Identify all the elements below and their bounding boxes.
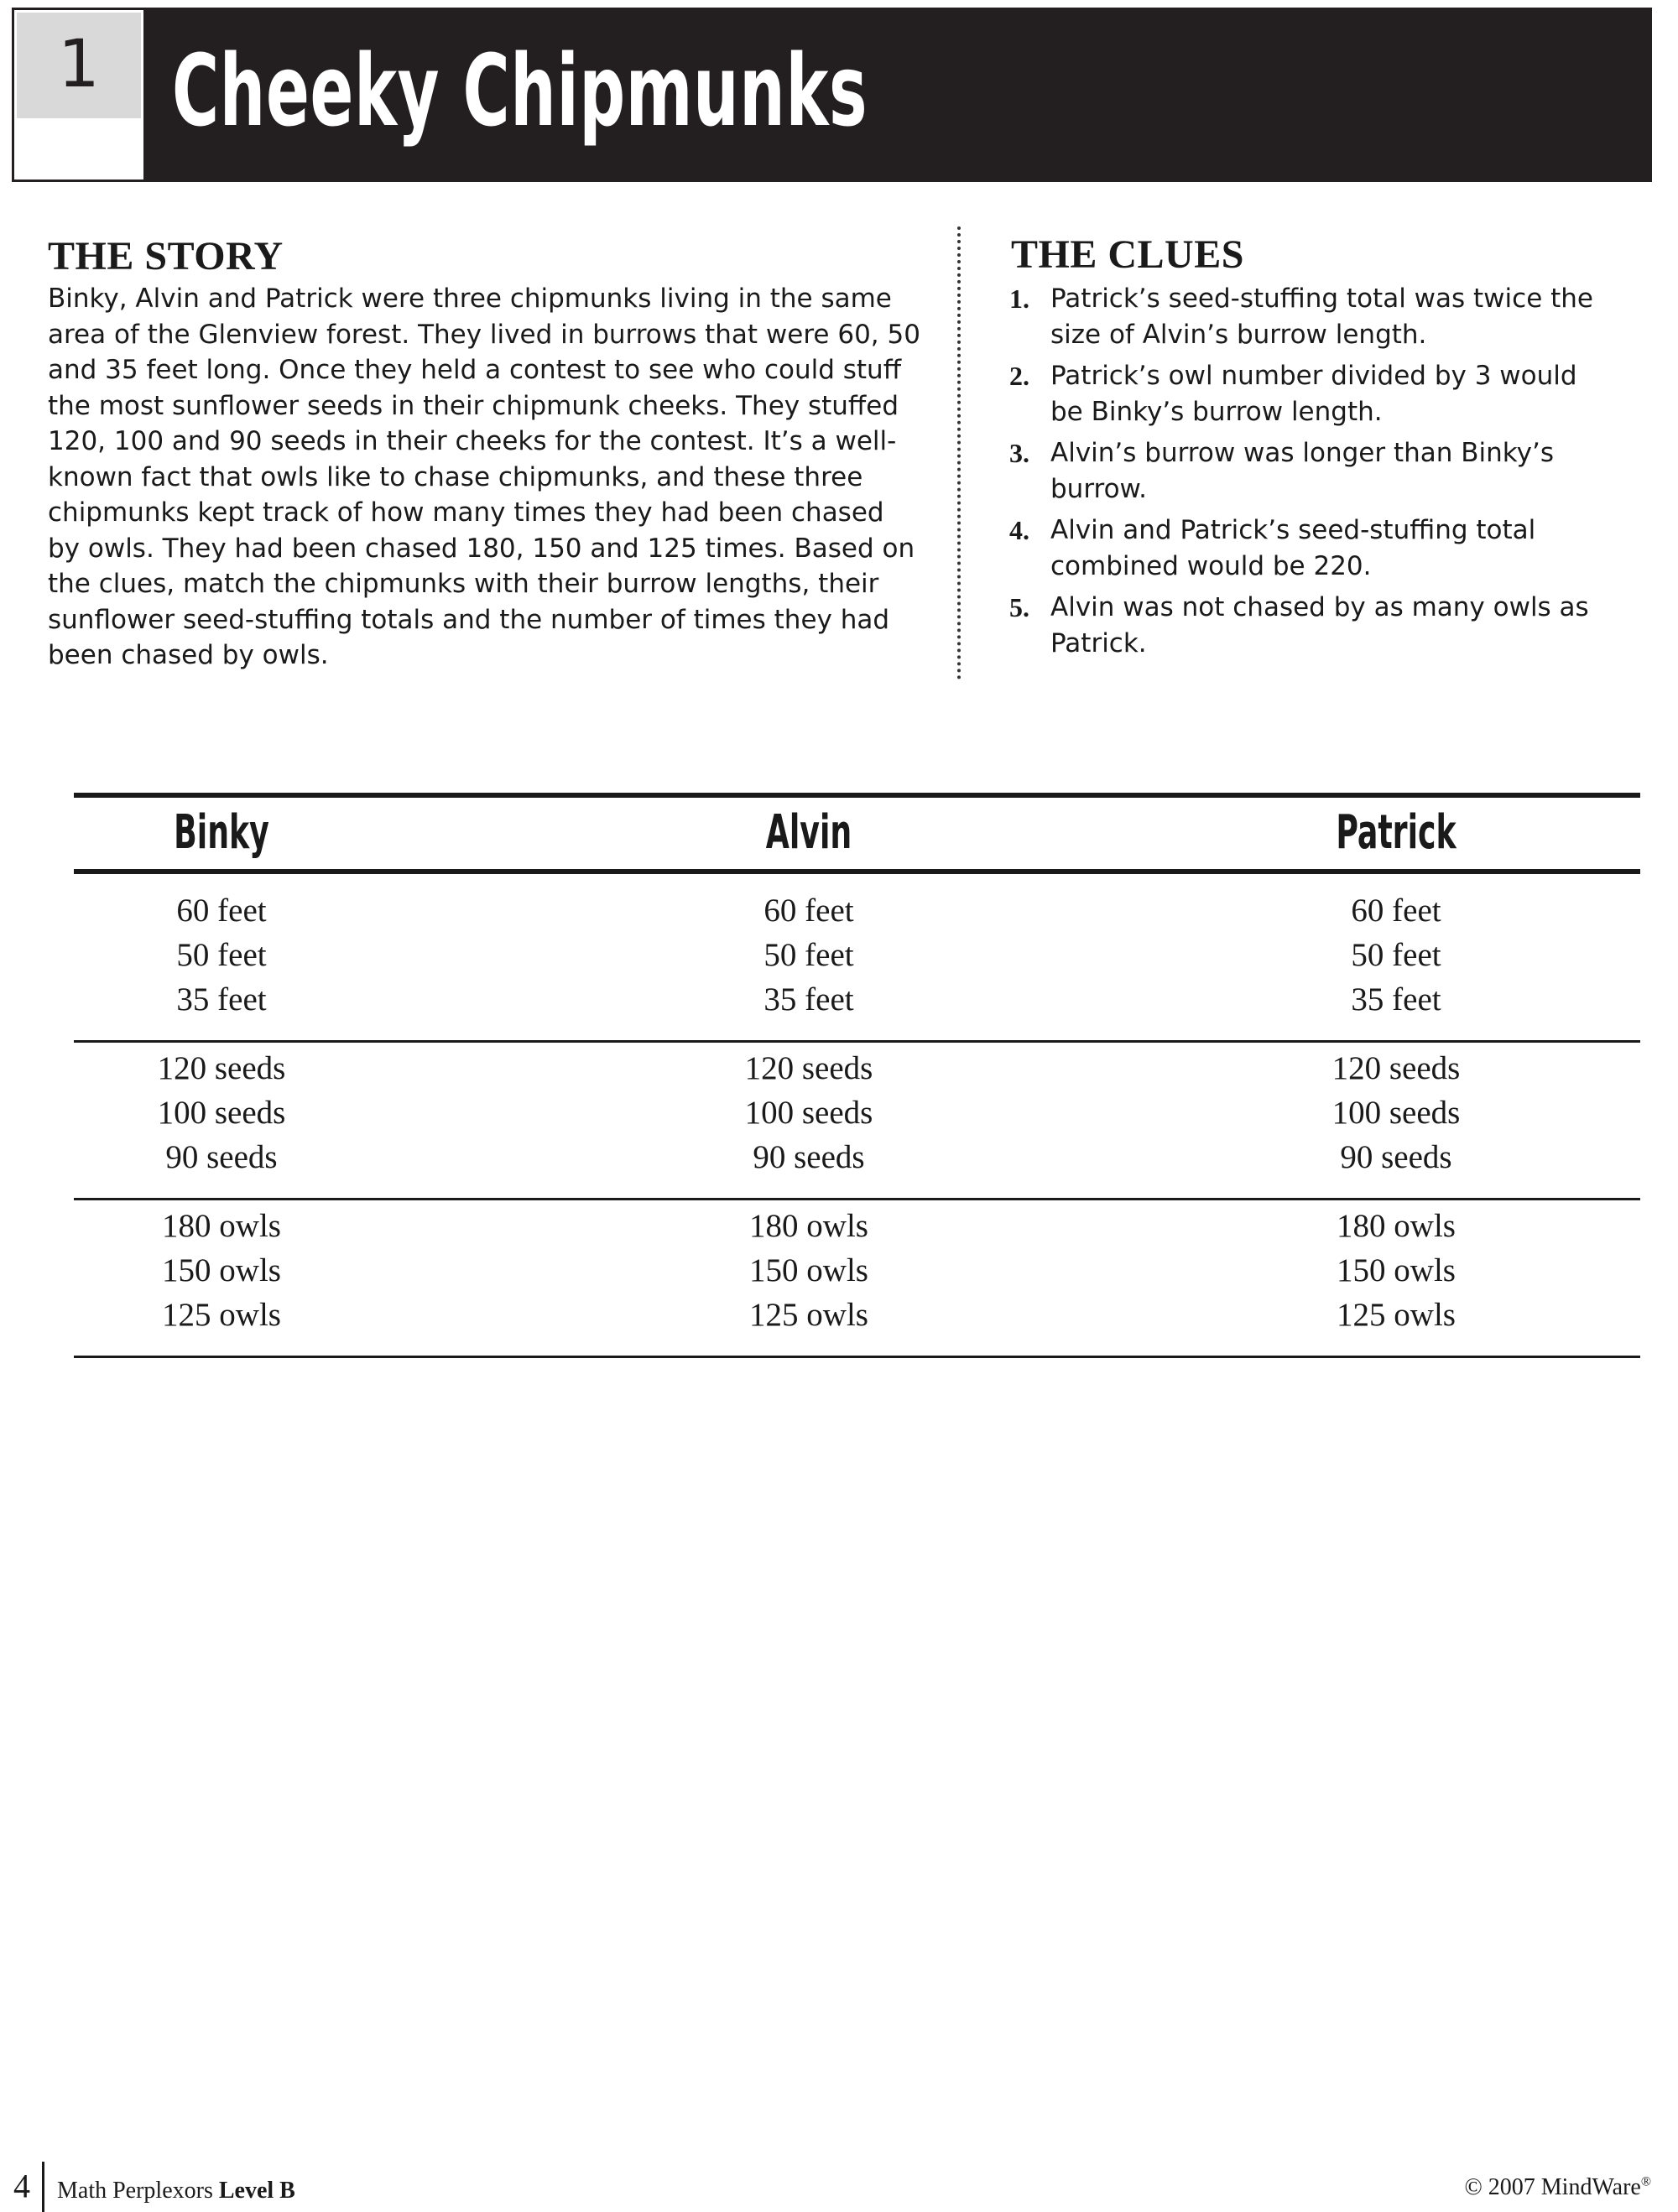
option-cell: 60 feet — [176, 893, 267, 929]
book-title-text: Math Perplexors — [57, 2178, 213, 2204]
book-level: Level B — [218, 2178, 295, 2204]
column-header-patrick: Patrick — [1336, 805, 1457, 860]
book-title — [57, 2178, 295, 2204]
clue-item — [1009, 358, 1613, 429]
registered-mark: ® — [1640, 2174, 1651, 2189]
table-group-rule — [74, 1040, 1640, 1043]
clue-number: 5. — [1009, 592, 1029, 622]
clue-item — [1009, 590, 1613, 661]
page-title: Cheeky Chipmunks — [172, 33, 868, 148]
option-cell: 100 seeds — [744, 1095, 873, 1131]
option-cell: 90 seeds — [753, 1139, 865, 1175]
option-cell: 120 seeds — [157, 1050, 286, 1086]
option-cell: 50 feet — [176, 937, 267, 973]
option-cell: 35 feet — [1351, 981, 1441, 1018]
option-cell: 60 feet — [1351, 893, 1441, 929]
option-cell: 100 seeds — [157, 1095, 286, 1131]
option-cell: 100 seeds — [1331, 1095, 1461, 1131]
clue-number: 2. — [1009, 361, 1029, 391]
option-cell: 125 owls — [1337, 1297, 1456, 1333]
clue-text: Patrick’s owl number divided by 3 would be Binky’s burrow length. — [1050, 361, 1577, 427]
table-bottom-rule — [74, 1356, 1640, 1358]
option-cell: 150 owls — [1337, 1252, 1456, 1288]
clue-item — [1009, 513, 1613, 584]
story-heading: THE STORY — [48, 234, 284, 278]
option-cell: 60 feet — [763, 893, 854, 929]
clue-item — [1009, 435, 1613, 507]
option-cell: 35 feet — [176, 981, 267, 1018]
clues-list — [1009, 281, 1613, 667]
puzzle-number: 1 — [58, 27, 100, 102]
puzzle-number-box — [12, 8, 146, 182]
table-header-rule — [74, 869, 1640, 874]
option-cell: 50 feet — [1351, 937, 1441, 973]
option-cell: 120 seeds — [1331, 1050, 1461, 1086]
clue-item — [1009, 281, 1613, 352]
clue-text: Alvin was not chased by as many owls as Patrick. — [1050, 592, 1589, 658]
copyright-text: © 2007 MindWare — [1464, 2174, 1641, 2200]
clue-number: 3. — [1009, 438, 1029, 468]
clues-heading: THE CLUES — [1011, 232, 1244, 277]
option-cell: 35 feet — [763, 981, 854, 1018]
column-header-alvin: Alvin — [765, 805, 852, 860]
option-cell: 125 owls — [162, 1297, 281, 1333]
clue-text: Alvin and Patrick’s seed-stuffing total combined would be 220. — [1050, 515, 1536, 581]
clue-number: 4. — [1009, 515, 1029, 545]
column-divider — [957, 226, 961, 679]
footer-divider — [42, 2162, 44, 2212]
clue-text: Alvin’s burrow was longer than Binky’s burrow. — [1050, 438, 1555, 504]
copyright — [1465, 2174, 1651, 2201]
option-cell: 125 owls — [749, 1297, 868, 1333]
story-body: Binky, Alvin and Patrick were three chipmunks living in the same area of the Glenview forest. They lived in burrows that were 60, 50 and 35 feet long. Once they held a contest to see who could stuff the most sunflower seeds in their chipmunk cheeks. They stuffed 120, 100 and 90 seeds in their cheeks for the contest. It’s a well-known fact that owls like to chase chipmunks, and these three chipmunks kept track of how many times they had been chased by owls. They had been chased 180, 150 and 125 times. Based on the clues, match the chipmunks with their burrow lengths, their sunflower seed-stuffing totals and the number of times they had been chased by owls. — [48, 284, 920, 670]
option-cell: 180 owls — [749, 1208, 868, 1244]
table-group-rule — [74, 1198, 1640, 1200]
option-cell: 120 seeds — [744, 1050, 873, 1086]
option-cell: 90 seeds — [165, 1139, 278, 1175]
option-cell: 180 owls — [162, 1208, 281, 1244]
column-header-binky: Binky — [174, 805, 269, 860]
option-cell: 90 seeds — [1340, 1139, 1452, 1175]
option-cell: 150 owls — [162, 1252, 281, 1288]
table-top-rule — [74, 793, 1640, 798]
page-number: 4 — [13, 2167, 30, 2205]
option-cell: 150 owls — [749, 1252, 868, 1288]
option-cell: 180 owls — [1337, 1208, 1456, 1244]
clue-text: Patrick’s seed-stuffing total was twice the size of Alvin’s burrow length. — [1050, 284, 1593, 350]
option-cell: 50 feet — [763, 937, 854, 973]
clue-number: 1. — [1009, 284, 1029, 314]
